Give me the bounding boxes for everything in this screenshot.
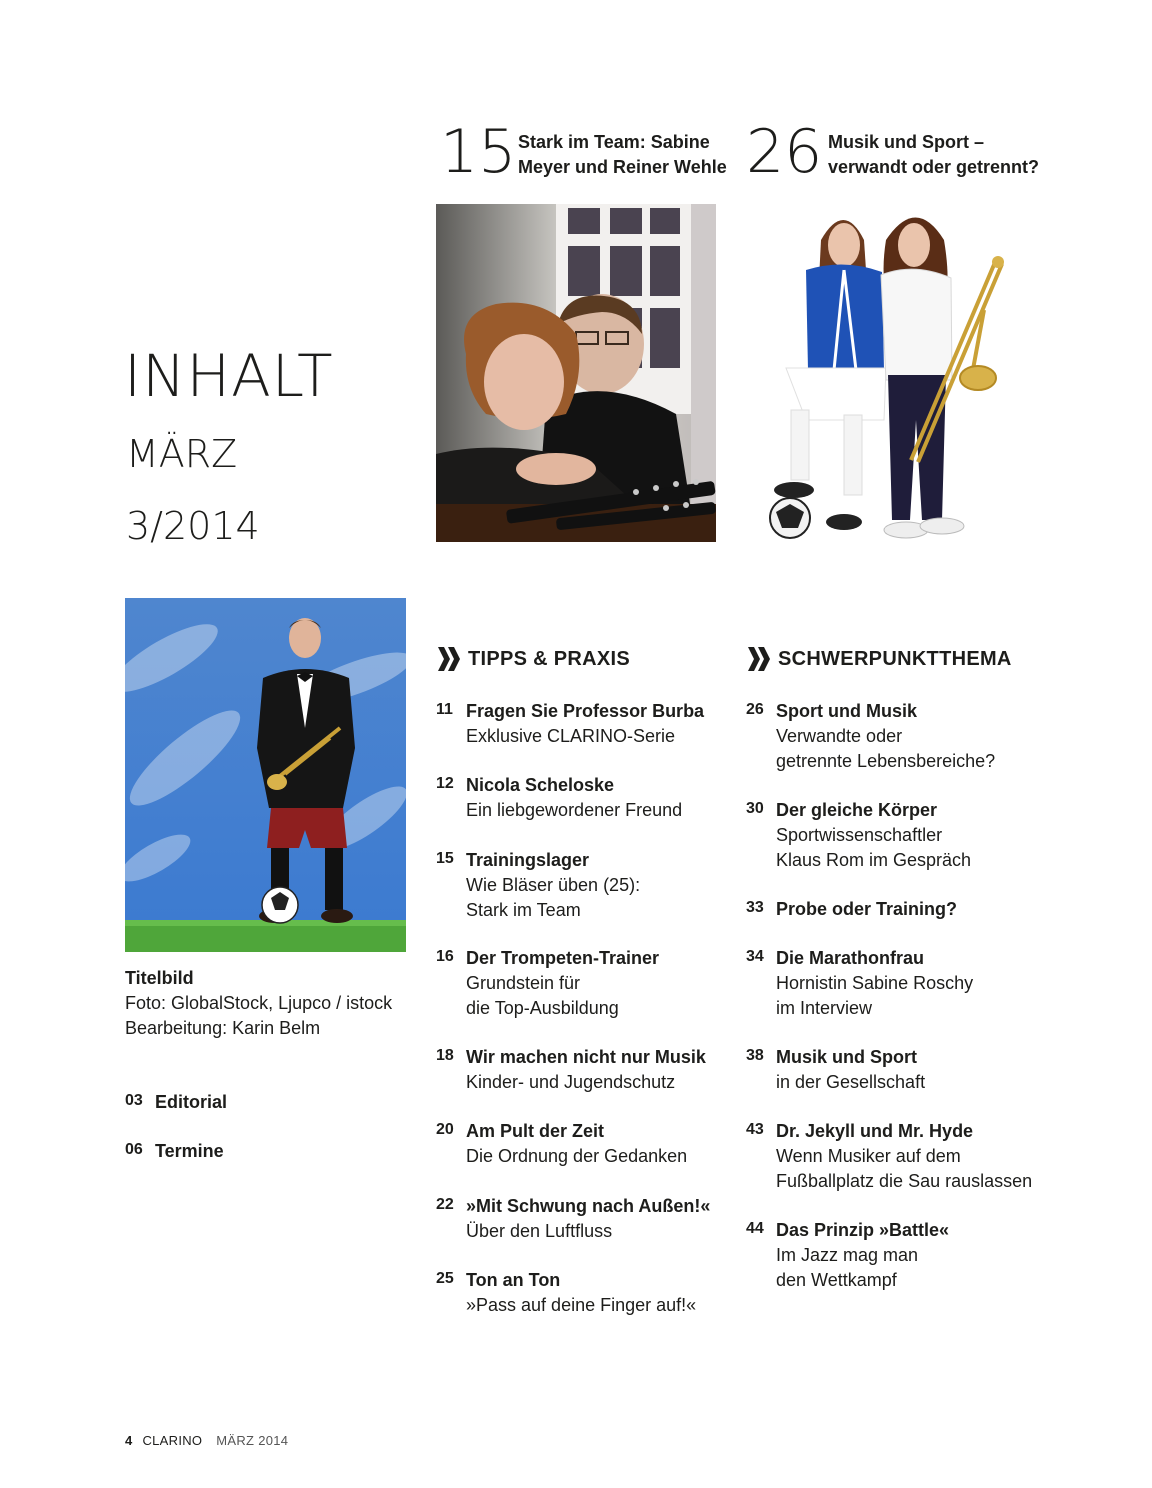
footer-issue-date: MÄRZ 2014 (216, 1433, 289, 1448)
toc-entry-title: Trainingslager (466, 850, 590, 870)
feature-title-line: verwandt oder getrennt? (828, 157, 1040, 177)
toc-entry-title: Sport und Musik (776, 701, 917, 721)
toc-entry-title: Wir machen nicht nur Musik (466, 1047, 706, 1067)
toc-page-number: 11 (436, 701, 453, 718)
section-heading-tipps (436, 646, 630, 672)
toc-entry-title: Dr. Jekyll und Mr. Hyde (776, 1121, 974, 1141)
double-chevron-icon (436, 646, 462, 672)
toc-entry-subtitle: Wie Bläser üben (25): Stark im Team (466, 875, 641, 920)
toc-page-number: 38 (746, 1047, 764, 1064)
sport-music-photo-image (746, 200, 1026, 550)
toc-entry-title: Probe oder Training? (776, 899, 958, 919)
toc-entry-subtitle: Verwandte oder getrennte Lebensbereiche? (776, 726, 996, 771)
feature-title-line: Meyer und Reiner Wehle (518, 157, 727, 177)
toc-page-number: 22 (436, 1196, 454, 1213)
toc-page-number: 03 (125, 1092, 143, 1109)
section-heading-text: TIPPS & PRAXIS (468, 647, 631, 670)
duo-photo-image (436, 204, 716, 542)
toc-entry-subtitle: in der Gesellschaft (776, 1072, 926, 1092)
double-chevron-icon (746, 646, 772, 672)
toc-page-number: 12 (436, 775, 454, 792)
feature-title-line: Stark im Team: Sabine (518, 132, 710, 152)
toc-page-number: 30 (746, 800, 764, 817)
toc-entry-title: Fragen Sie Professor Burba (466, 701, 705, 721)
toc-page-number: 18 (436, 1047, 454, 1064)
toc-entry-subtitle: Sportwissenschaftler Klaus Rom im Gespräch (776, 825, 972, 870)
footer-page-number: 4 (125, 1433, 133, 1448)
toc-entry-title: Der gleiche Körper (776, 800, 938, 820)
feature-number: 15 (440, 117, 517, 187)
toc-entry-title: Termine (155, 1141, 224, 1161)
feature-title[interactable] (828, 130, 1039, 180)
cover-photo[interactable] (125, 598, 406, 952)
feature-photo-sport-music[interactable] (746, 200, 1026, 550)
toc-page-number: 15 (436, 850, 454, 867)
toc-entry-title: Die Marathonfrau (776, 948, 925, 968)
toc-entry-title: Der Trompeten-Trainer (466, 948, 660, 968)
toc-entry-title: Ton an Ton (466, 1270, 561, 1290)
page-footer (125, 1433, 288, 1448)
toc-entry-subtitle: Grundstein für die Top-Ausbildung (466, 973, 619, 1018)
issue-number: 3/2014 (126, 504, 260, 548)
toc-entry-title: Nicola Scheloske (466, 775, 615, 795)
toc-entry-subtitle: »Pass auf deine Finger auf!« (466, 1295, 697, 1315)
toc-entry-subtitle: Exklusive CLARINO-Serie (466, 726, 676, 746)
cover-editing-credit: Bearbeitung: Karin Belm (125, 1018, 321, 1038)
toc-entry-title: Das Prinzip »Battle« (776, 1220, 950, 1240)
toc-page-number: 06 (125, 1141, 143, 1158)
toc-entry-subtitle: Ein liebgewordener Freund (466, 800, 683, 820)
toc-entry-title: Musik und Sport (776, 1047, 917, 1067)
page-title: INHALT (124, 342, 334, 410)
cover-photo-credit: Foto: GlobalStock, Ljupco / istock (125, 993, 393, 1013)
feature-title[interactable] (518, 130, 727, 180)
toc-entry-subtitle: Kinder- und Jugendschutz (466, 1072, 676, 1092)
toc-page-number: 34 (746, 948, 764, 965)
feature-title-line: Musik und Sport – (828, 132, 985, 152)
toc-page-number: 16 (436, 948, 454, 965)
feature-number: 26 (746, 117, 823, 187)
cover-photo-image (125, 598, 406, 952)
toc-entry-subtitle: Wenn Musiker auf dem Fußballplatz die Sau rauslassen (776, 1146, 1033, 1191)
footer-magazine-name: CLARINO (142, 1433, 203, 1448)
cover-caption (125, 966, 415, 1041)
issue-month: MÄRZ (126, 432, 238, 476)
toc-entry-title: Editorial (155, 1092, 228, 1112)
section-heading-text: SCHWERPUNKTTHEMA (778, 647, 1012, 670)
toc-page-number: 44 (746, 1220, 764, 1237)
toc-entry-title: Am Pult der Zeit (466, 1121, 605, 1141)
toc-page-number: 25 (436, 1270, 454, 1287)
toc-page-number: 33 (746, 899, 764, 916)
toc-entry-subtitle: Im Jazz mag man den Wettkampf (776, 1245, 919, 1290)
toc-entry-subtitle: Hornistin Sabine Roschy im Interview (776, 973, 974, 1018)
toc-page-number: 26 (746, 701, 764, 718)
section-heading-schwerpunkt (746, 646, 1012, 672)
toc-entry-subtitle: Über den Luftfluss (466, 1221, 613, 1241)
cover-caption-label: Titelbild (125, 968, 194, 988)
toc-entry-title: »Mit Schwung nach Außen!« (466, 1196, 711, 1216)
toc-page-number: 20 (436, 1121, 454, 1138)
toc-entry-subtitle: Die Ordnung der Gedanken (466, 1146, 688, 1166)
feature-photo-duo[interactable] (436, 204, 716, 542)
toc-page-number: 43 (746, 1121, 764, 1138)
